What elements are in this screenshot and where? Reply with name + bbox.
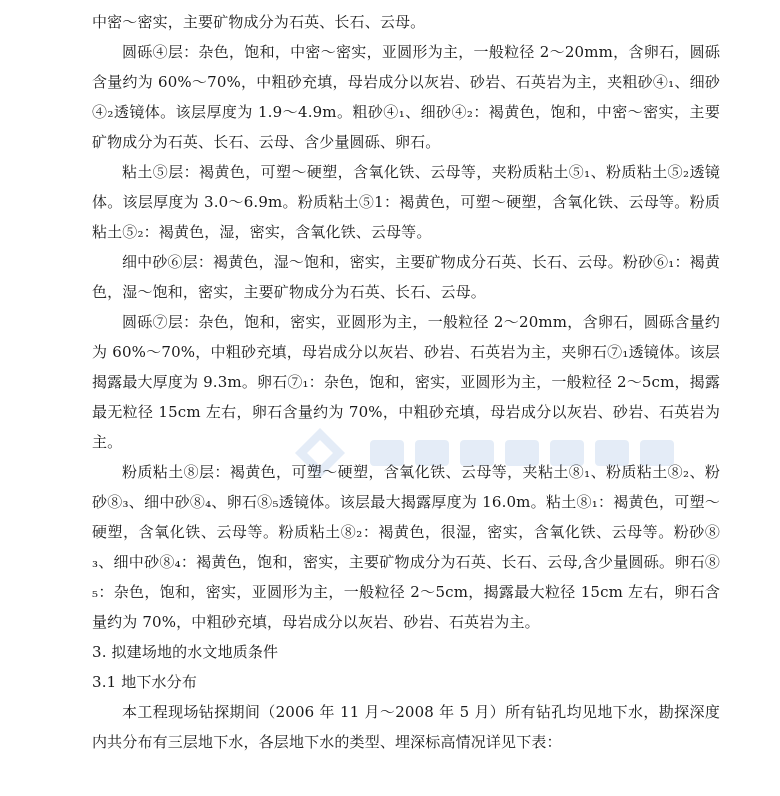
paragraph-clay-layer-5: 粘土⑤层：褐黄色，可塑～硬塑，含氧化铁、云母等，夹粉质粘土⑤₁、粉质粘土⑤₂透镜体。该层厚度为 3.0～6.9m。粉质粘土⑤1：褐黄色，可塑～硬塑，含氧化铁、云母等。粉质粘土⑤₂：褐黄色，湿，密实，含氧化铁、云母等。 bbox=[92, 163, 720, 241]
paragraph-groundwater: 本工程现场钻探期间（2006 年 11 月～2008 年 5 月）所有钻孔均见地下水，勘探深度内共分布有三层地下水，各层地下水的类型、埋深标高情况详见下表： bbox=[92, 703, 720, 751]
section-heading-3: 3. 拟建场地的水文地质条件 bbox=[92, 643, 279, 661]
paragraph-fine-sand-layer-6: 细中砂⑥层：褐黄色，湿～饱和，密实，主要矿物成分石英、长石、云母。粉砂⑥₁：褐黄色，湿～饱和，密实，主要矿物成分为石英、长石、云母。 bbox=[92, 253, 720, 301]
paragraph-continuation: 中密～密实，主要矿物成分为石英、长石、云母。 bbox=[92, 13, 426, 31]
paragraph-silty-clay-layer-8: 粉质粘土⑧层：褐黄色，可塑～硬塑，含氧化铁、云母等，夹粘土⑧₁、粉质粘土⑧₂、粉砂⑧₃、细中砂⑧₄、卵石⑧₅透镜体。该层最大揭露厚度为 16.0m。粘土⑧₁：褐黄色，可塑～硬塑，含氧化铁、云母等。粉质粘土⑧₂：褐黄色，很湿，密实，含氧化铁、云母等。粉砂⑧₃、细中砂⑧₄：褐黄色，饱和，密实，主要矿物成分为石英、长石、云母,含少量圆砾。卵石⑧₅：杂色，饱和，密实，亚圆形为主，一般粒径 2～5cm，揭露最大粒径 15cm 左右，卵石含量约为 70%，中粗砂充填，母岩成分以灰岩、砂岩、石英岩为主。 bbox=[92, 463, 720, 631]
section-heading-3-1: 3.1 地下水分布 bbox=[92, 673, 197, 691]
paragraph-gravel-layer-7: 圆砾⑦层：杂色，饱和，密实，亚圆形为主，一般粒径 2～20mm，含卵石，圆砾含量约为 60%～70%，中粗砂充填，母岩成分以灰岩、砂岩、石英岩为主，夹卵石⑦₁透镜体。该层揭露最大厚度为 9.3m。卵石⑦₁：杂色，饱和，密实，亚圆形为主，一般粒径 2～5cm，揭露最无粒径 15cm 左右，卵石含量约为 70%，中粗砂充填，母岩成分以灰岩、砂岩、石英岩为主。 bbox=[92, 313, 720, 451]
document-body bbox=[92, 7, 720, 757]
paragraph-gravel-layer-4: 圆砾④层：杂色，饱和，中密～密实，亚圆形为主，一般粒径 2～20mm，含卵石，圆砾含量约为 60%～70%，中粗砂充填，母岩成分以灰岩、砂岩、石英岩为主，夹粗砂④₁、细砂④₂透镜体。该层厚度为 1.9～4.9m。粗砂④₁、细砂④₂：褐黄色，饱和，中密～密实，主要矿物成分为石英、长石、云母、含少量圆砾、卵石。 bbox=[92, 43, 720, 151]
